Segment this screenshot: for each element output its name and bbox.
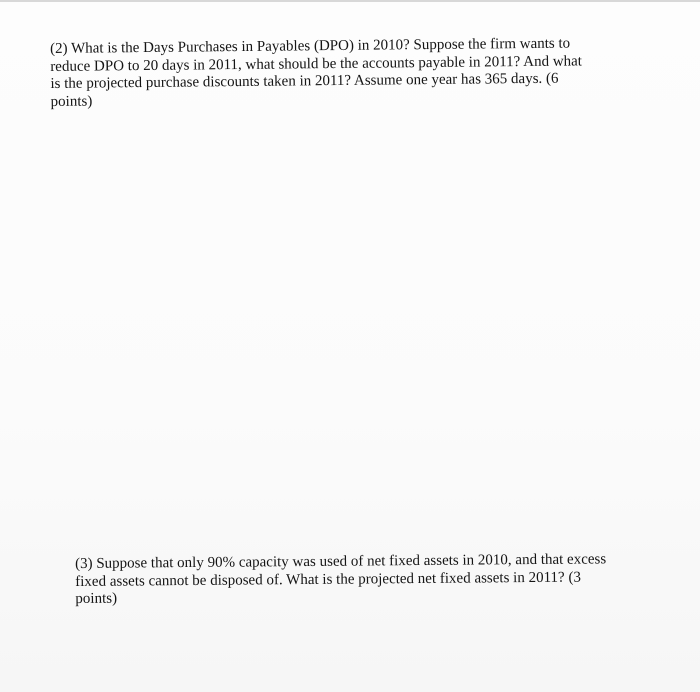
question-2-line-2: reduce DPO to 20 days in 2011, what should be the accounts payable in 2011? And what <box>50 52 583 75</box>
question-2-line-3: is the projected purchase discounts taken in 2011? Assume one year has 365 days. (6 <box>50 70 559 92</box>
question-3-line-2: fixed assets cannot be disposed of. What is the projected net fixed assets in 2011? (3 <box>75 569 581 590</box>
question-3 <box>75 551 607 608</box>
page-top-edge <box>0 0 700 2</box>
question-2-line-1: (2) What is the Days Purchases in Payables (DPO) in 2010? Suppose the firm wants to <box>50 35 571 57</box>
question-2 <box>50 35 582 111</box>
question-2-line-4: points) <box>50 93 93 110</box>
question-3-line-1: (3) Suppose that only 90% capacity was used of net fixed assets in 2010, and that excess <box>75 551 607 572</box>
question-3-line-3: points) <box>75 590 118 607</box>
